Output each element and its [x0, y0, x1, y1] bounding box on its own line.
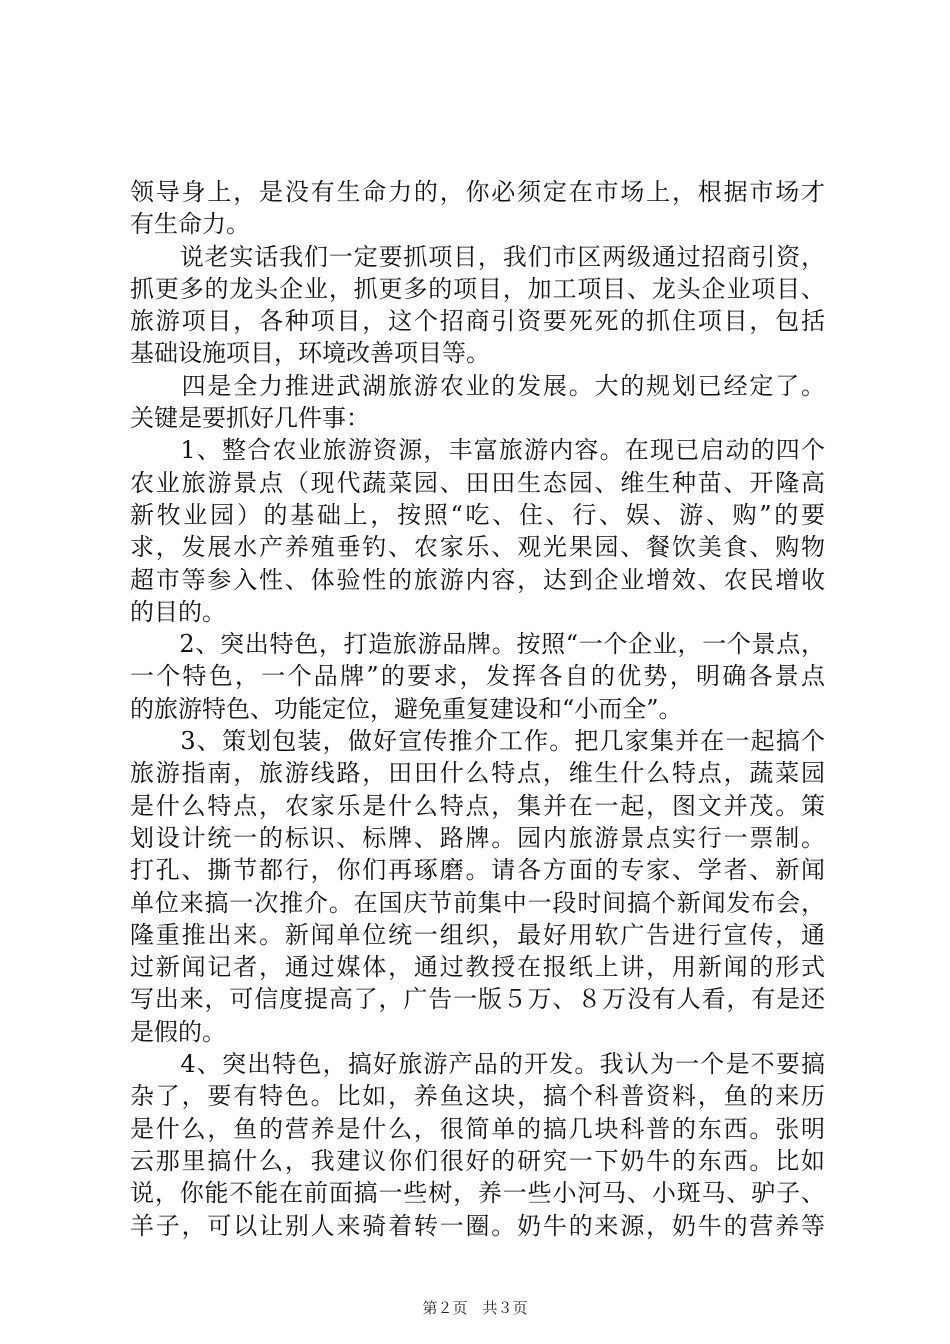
text-line: 四是全力推进武湖旅游农业的发展。大的规划已经定了。 — [130, 371, 825, 400]
text-line: 抓更多的龙头企业，抓更多的项目，加工项目、龙头企业项目、 — [130, 274, 825, 303]
text-line: 隆重推出来。新闻单位统一组织，最好用软广告进行宣传，通 — [130, 920, 825, 949]
page-number-footer: 第２页 共３页 — [422, 1299, 528, 1317]
text-line: 单位来搞一次推介。在国庆节前集中一段时间搞个新闻发布会， — [130, 888, 825, 917]
text-line: 是什么特点，农家乐是什么特点，集并在一起，图文并茂。策 — [130, 791, 825, 820]
text-line: 1、整合农业旅游资源，丰富旅游内容。在现已启动的四个 — [130, 436, 825, 465]
text-line: 一个特色，一个品牌”的要求，发挥各自的优势，明确各景点 — [130, 662, 825, 691]
text-line: 旅游项目，各种项目，这个招商引资要死死的抓住项目，包括 — [130, 307, 825, 336]
text-line: 新牧业园）的基础上，按照“吃、住、行、娱、游、购”的要 — [130, 500, 825, 529]
text-line: 的目的。 — [130, 597, 226, 626]
text-line: 羊子，可以让别人来骑着转一圈。奶牛的来源，奶牛的营养等 — [130, 1211, 825, 1240]
text-line: 求，发展水产养殖垂钓、农家乐、观光果园、餐饮美食、购物 — [130, 533, 825, 562]
text-line: 说老实话我们一定要抓项目，我们市区两级通过招商引资， — [130, 242, 825, 271]
text-line: 说，你能不能在前面搞一些树，养一些小河马、小斑马、驴子、 — [130, 1179, 825, 1208]
text-line: 是什么，鱼的营养是什么，很简单的搞几块科普的东西。张明 — [130, 1114, 825, 1143]
text-line: 打孔、撕节都行，你们再琢磨。请各方面的专家、学者、新闻 — [130, 856, 825, 885]
text-line: 云那里搞什么，我建议你们很好的研究一下奶牛的东西。比如 — [130, 1146, 825, 1175]
text-line: 杂了，要有特色。比如，养鱼这块，搞个科普资料，鱼的来历 — [130, 1082, 825, 1111]
text-line: 农业旅游景点（现代蔬菜园、田田生态园、维生种苗、开隆高 — [130, 468, 825, 497]
text-line: 超市等参入性、体验性的旅游内容，达到企业增效、农民增收 — [130, 565, 825, 594]
text-line: 有生命力。 — [130, 210, 250, 239]
text-line: 是假的。 — [130, 1017, 226, 1046]
document-body — [130, 176, 825, 1242]
text-line: 基础设施项目，环境改善项目等。 — [130, 339, 490, 368]
text-line: 写出来，可信度提高了，广告一版５万、８万没有人看，有是还 — [130, 985, 825, 1014]
text-line: 领导身上，是没有生命力的，你必须定在市场上，根据市场才 — [130, 178, 825, 206]
text-line: 3、策划包装，做好宣传推介工作。把几家集并在一起搞个 — [130, 727, 825, 756]
text-line: 4、突出特色，搞好旅游产品的开发。我认为一个是不要搞 — [130, 1050, 825, 1079]
text-line: 关键是要抓好几件事： — [130, 404, 370, 433]
text-line: 划设计统一的标识、标牌、路牌。园内旅游景点实行一票制。 — [130, 823, 825, 852]
text-line: 的旅游特色、功能定位，避免重复建设和“小而全”。 — [130, 694, 683, 723]
text-line: 过新闻记者，通过媒体，通过教授在报纸上讲，用新闻的形式 — [130, 953, 825, 982]
text-line: 旅游指南，旅游线路，田田什么特点，维生什么特点，蔬菜园 — [130, 759, 825, 788]
text-line: 2、突出特色，打造旅游品牌。按照“一个企业，一个景点， — [130, 630, 825, 659]
